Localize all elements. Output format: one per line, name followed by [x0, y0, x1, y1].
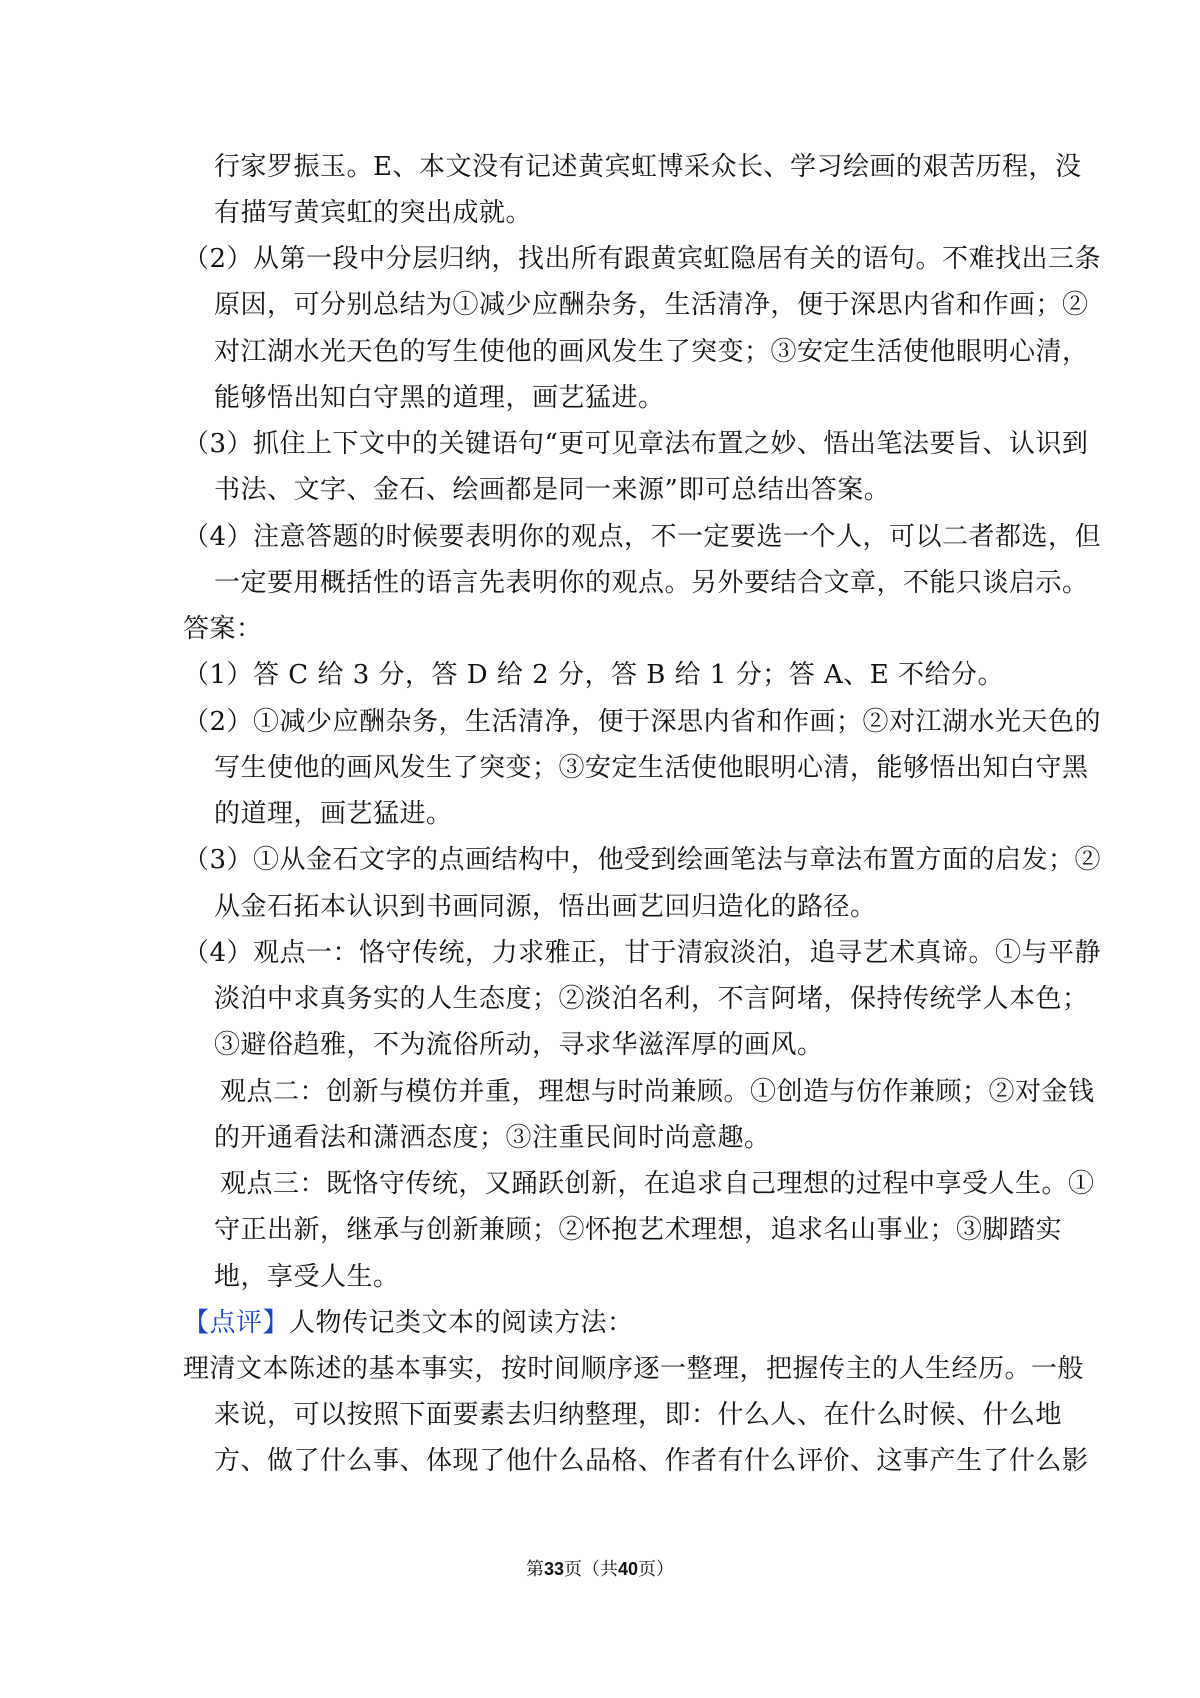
total-page-number: 40 — [618, 1559, 639, 1579]
text-line: 观点三：既恪守传统，又踊跃创新，在追求自己理想的过程中享受人生。① — [220, 1169, 1095, 1199]
text-line: 行家罗振玉。E、本文没有记述黄宾虹博采众长、学习绘画的艰苦历程，没 — [214, 152, 1082, 182]
text-line: 能够悟出知白守黑的道理，画艺猛进。 — [214, 383, 665, 413]
footer-suffix: 页） — [638, 1559, 675, 1580]
review-text: 人物传记类文本的阅读方法： — [289, 1308, 634, 1338]
footer-middle: 页（共 — [564, 1559, 618, 1580]
text-line: 的道理，画艺猛进。 — [214, 799, 453, 829]
text-line: 的开通看法和潇洒态度；③注重民间时尚意趣。 — [214, 1123, 771, 1153]
footer-prefix: 第 — [525, 1559, 544, 1580]
current-page-number: 33 — [543, 1559, 564, 1579]
text-line: 写生使他的画风发生了突变；③安定生活使他眼明心清，能够悟出知白守黑 — [214, 753, 1089, 783]
text-line: 一定要用概括性的语言先表明你的观点。另外要结合文章，不能只谈启示。 — [214, 568, 1089, 598]
text-line: 从金石拓本认识到书画同源，悟出画艺回归造化的路径。 — [214, 892, 877, 922]
text-line: 书法、文字、金石、绘画都是同一来源”即可总结出答案。 — [214, 475, 891, 505]
text-line: 对江湖水光天色的写生使他的画风发生了突变；③安定生活使他眼明心清， — [214, 337, 1089, 367]
text-line: 来说，可以按照下面要素去归纳整理，即：什么人、在什么时候、什么地 — [214, 1400, 1063, 1430]
text-line: 淡泊中求真务实的人生态度；②淡泊名利，不言阿堵，保持传统学人本色； — [214, 984, 1089, 1014]
text-line: （2）①减少应酬杂务，生活清净，便于深思内省和作画；②对江湖水光天色的 — [183, 707, 1102, 737]
text-line: （1）答 C 给 3 分，答 D 给 2 分，答 B 给 1 分；答 A、E 不给分。 — [183, 660, 1004, 690]
text-line: 有描写黄宾虹的突出成就。 — [214, 198, 533, 228]
text-line: ③避俗趋雅，不为流俗所动，寻求华滋浑厚的画风。 — [214, 1030, 824, 1060]
text-line: 守正出新，继承与创新兼顾；②怀抱艺术理想，追求名山事业；③脚踏实 — [214, 1215, 1063, 1245]
text-line: （2）从第一段中分层归纳，找出所有跟黄宾虹隐居有关的语句。不难找出三条 — [183, 244, 1102, 274]
text-line: （4）注意答题的时候要表明你的观点，不一定要选一个人，可以二者都选，但 — [183, 522, 1102, 552]
text-line: （4）观点一：恪守传统，力求雅正，甘于清寂淡泊，追寻艺术真谛。①与平静 — [183, 938, 1102, 968]
text-line: 方、做了什么事、体现了他什么品格、作者有什么评价、这事产生了什么影 — [214, 1446, 1089, 1476]
review-line — [183, 1308, 634, 1338]
text-line: 理清文本陈述的基本事实，按时间顺序逐一整理，把握传主的人生经历。一般 — [183, 1354, 1085, 1384]
text-line: （3）抓住上下文中的关键语句“更可见章法布置之妙、悟出笔法要旨、认识到 — [183, 429, 1089, 459]
text-line: 地，享受人生。 — [214, 1262, 400, 1292]
review-tag: 【点评】 — [183, 1308, 290, 1338]
page-footer — [0, 1558, 1200, 1581]
text-line: 原因，可分别总结为①减少应酬杂务，生活清净，便于深思内省和作画；② — [214, 290, 1089, 320]
answer-heading: 答案： — [183, 614, 263, 644]
text-line: （3）①从金石文字的点画结构中，他受到绘画笔法与章法布置方面的启发；② — [183, 845, 1102, 875]
text-line: 观点二：创新与模仿并重，理想与时尚兼顾。①创造与仿作兼顾；②对金钱 — [220, 1077, 1095, 1107]
